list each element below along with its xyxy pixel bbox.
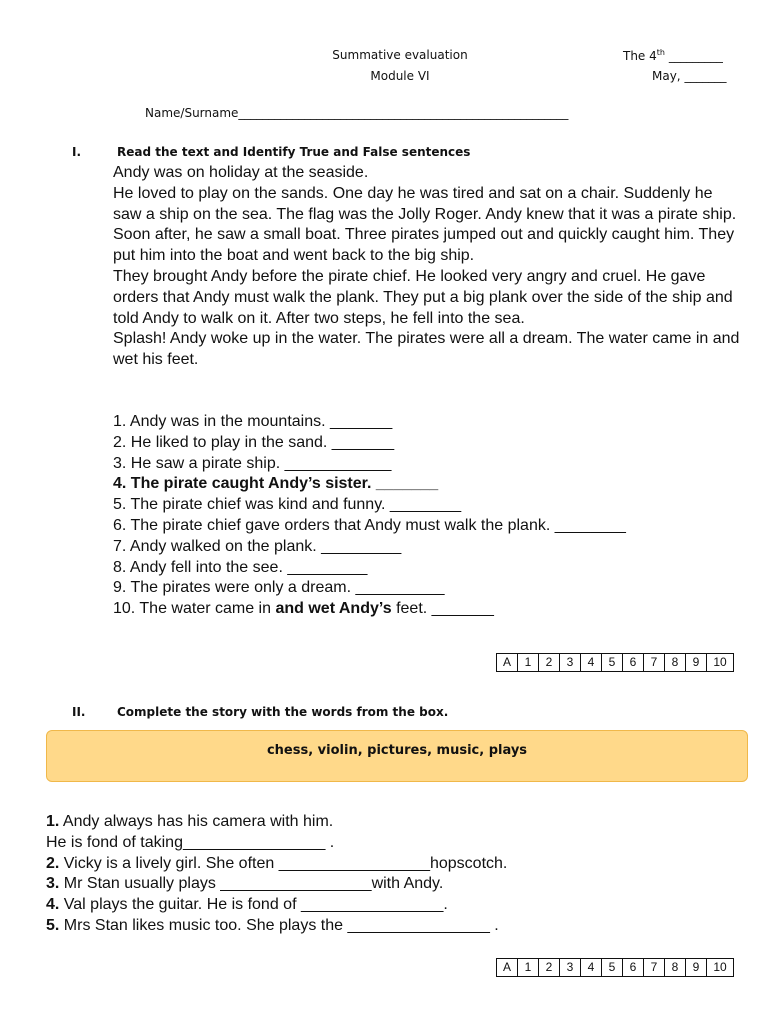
grid-cell[interactable]: 3 bbox=[560, 654, 581, 672]
tf-item: 9. The pirates were only a dream. __________ bbox=[113, 579, 445, 597]
passage-paragraph: Splash! Andy woke up in the water. The pirates were all a dream. The water came in and wet his feet. bbox=[113, 330, 740, 369]
tf-item10-bold: and wet Andy’s bbox=[275, 600, 392, 618]
word-box-text: chess, violin, pictures, music, plays bbox=[266, 743, 528, 758]
grid-cell: A bbox=[497, 654, 518, 672]
section2-instruction: Complete the story with the words from the box. bbox=[117, 705, 449, 719]
fill-item bbox=[46, 812, 746, 833]
tf-item: 2. He liked to play in the sand. _______ bbox=[113, 433, 395, 451]
grid-cell[interactable]: 2 bbox=[539, 654, 560, 672]
grid-cell[interactable]: 8 bbox=[665, 654, 686, 672]
date-line-month: May, _______ bbox=[652, 69, 727, 83]
section2-numeral: II. bbox=[72, 705, 86, 719]
passage-paragraph: Andy was on holiday at the seaside. bbox=[113, 164, 369, 181]
reading-passage bbox=[113, 163, 745, 371]
name-label: Name/Surname bbox=[145, 106, 239, 120]
fill-item-text: Val plays the guitar. He is fond of ________________. bbox=[59, 896, 448, 914]
tf-item bbox=[113, 599, 753, 620]
tf-item: 4. The pirate caught Andy’s sister. _______ bbox=[113, 475, 439, 493]
grid-cell[interactable]: 8 bbox=[665, 959, 686, 977]
tf-item10-part: feet. _______ bbox=[391, 600, 494, 618]
grid-cell[interactable]: 2 bbox=[539, 959, 560, 977]
fill-in-list bbox=[46, 812, 746, 937]
grid-cell[interactable]: 6 bbox=[623, 654, 644, 672]
section1-instruction: Read the text and Identify True and False sentences bbox=[117, 145, 471, 159]
grid-cell[interactable]: 3 bbox=[560, 959, 581, 977]
grid-cell[interactable]: 9 bbox=[686, 654, 707, 672]
fill-item bbox=[46, 854, 746, 875]
fill-item-num: 1. bbox=[46, 813, 60, 830]
name-surname-line bbox=[145, 106, 568, 120]
fill-item-num: 3. bbox=[46, 875, 60, 893]
fill-item-num: 2. bbox=[46, 854, 60, 872]
name-blank: _______________________________________________________ bbox=[238, 106, 569, 120]
grid-cell[interactable]: 10 bbox=[707, 959, 734, 977]
passage-paragraph: They brought Andy before the pirate chief. He looked very angry and cruel. He gave orders that Andy must walk the plank. They put a big plank over the side of the ship and told Andy to walk on it. After two steps, he fell into the sea. bbox=[113, 267, 733, 327]
tf-item10-part: 10. The water came in bbox=[113, 600, 276, 618]
date-day-blank: _________ bbox=[668, 49, 723, 63]
fill-item-text: Mrs Stan likes music too. She plays the ________________ . bbox=[59, 916, 499, 934]
fill-item bbox=[46, 833, 746, 854]
grid-cell[interactable]: 1 bbox=[518, 959, 539, 977]
grid-cell[interactable]: 7 bbox=[644, 959, 665, 977]
title-summative: Summative evaluation bbox=[332, 48, 468, 62]
grid-cell[interactable]: 6 bbox=[623, 959, 644, 977]
date-line-day bbox=[623, 48, 723, 63]
grid-cell[interactable]: 10 bbox=[707, 654, 734, 672]
grid-cell[interactable]: 5 bbox=[602, 959, 623, 977]
title-module: Module VI bbox=[370, 69, 430, 83]
answer-grid-2 bbox=[496, 958, 734, 977]
grid-cell[interactable]: 4 bbox=[581, 959, 602, 977]
fill-item-num: 4. bbox=[46, 896, 60, 914]
fill-item bbox=[46, 874, 746, 895]
tf-item: 1. Andy was in the mountains. _______ bbox=[113, 413, 393, 430]
word-box bbox=[46, 730, 748, 782]
fill-item-text: Mr Stan usually plays _________________with Andy. bbox=[59, 875, 444, 893]
tf-item: 8. Andy fell into the see. _________ bbox=[113, 558, 368, 576]
grid-cell: A bbox=[497, 959, 518, 977]
fill-item-text: Andy always has his camera with him. bbox=[59, 813, 334, 830]
fill-item-num: 5. bbox=[46, 916, 60, 934]
tf-item: 7. Andy walked on the plank. _________ bbox=[113, 537, 402, 555]
section1-numeral: I. bbox=[72, 145, 82, 159]
fill-item-text: Vicky is a lively girl. She often _________________hopscotch. bbox=[59, 854, 508, 872]
grid-cell[interactable]: 9 bbox=[686, 959, 707, 977]
grid-cell[interactable]: 1 bbox=[518, 654, 539, 672]
fill-item-text: He is fond of taking________________ . bbox=[46, 833, 335, 851]
tf-item: 6. The pirate chief gave orders that Andy must walk the plank. ________ bbox=[113, 516, 626, 534]
true-false-list bbox=[113, 412, 753, 620]
passage-paragraph: He loved to play on the sands. One day he was tired and sat on a chair. Suddenly he saw a ship on the sea. The flag was the Jolly Roger. Andy knew that it was a pirate ship. Soon after, he saw a small boat. Three pirates jumped out and quickly caught him. They put him into the boat and went back to the big ship. bbox=[113, 184, 737, 265]
tf-item: 5. The pirate chief was kind and funny. ________ bbox=[113, 496, 462, 514]
grid-cell[interactable]: 4 bbox=[581, 654, 602, 672]
date-day-sup: th bbox=[656, 48, 665, 57]
fill-item bbox=[46, 916, 746, 937]
fill-item bbox=[46, 895, 746, 916]
grid-cell[interactable]: 7 bbox=[644, 654, 665, 672]
grid-cell[interactable]: 5 bbox=[602, 654, 623, 672]
tf-item: 3. He saw a pirate ship. ____________ bbox=[113, 454, 392, 472]
date-day-prefix: The 4 bbox=[623, 49, 657, 63]
answer-grid-1 bbox=[496, 653, 734, 672]
